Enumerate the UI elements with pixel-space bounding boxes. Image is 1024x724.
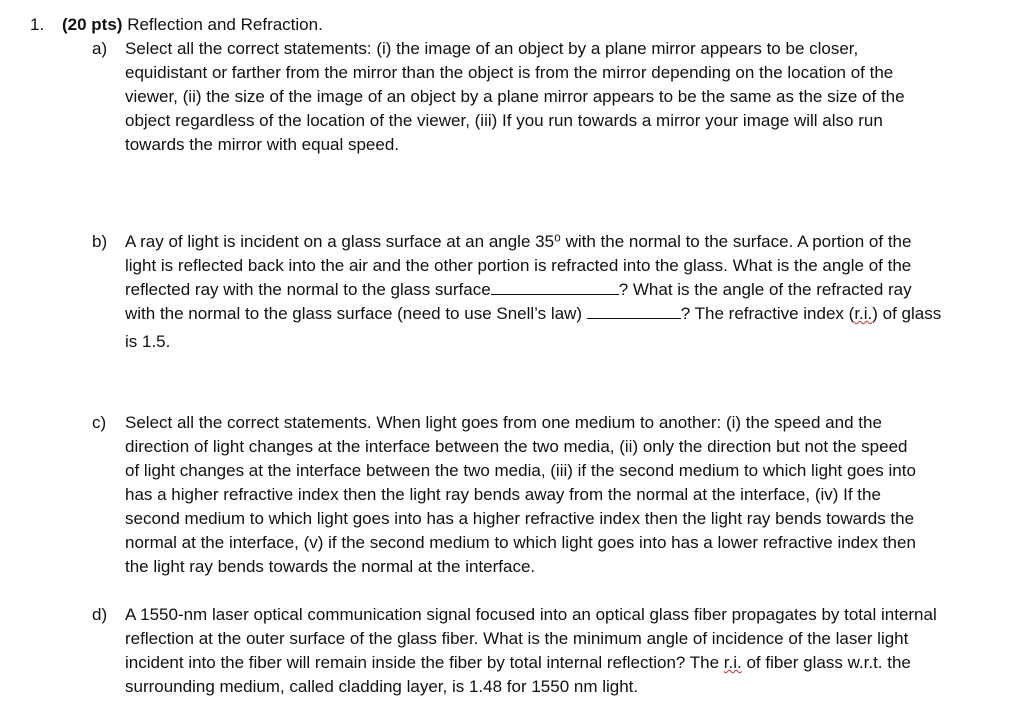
part-c-line: of light changes at the interface between the two media, (iii) if the second medium to which light goes into xyxy=(125,461,916,480)
part-b-label: b) xyxy=(92,232,108,251)
part-d-text xyxy=(125,603,991,699)
spellcheck-marked-abbrev: r.i. xyxy=(723,653,742,672)
part-b-line: light is reflected back into the air and the other portion is refracted into the glass. What is the angle of the xyxy=(125,256,912,275)
answer-blank-refracted-angle[interactable] xyxy=(587,304,681,319)
part-a-line: Select all the correct statements: (i) the image of an object by a plane mirror appears to be closer, xyxy=(125,39,859,58)
part-c-line: direction of light changes at the interface between the two media, (ii) only the direction but not the speed xyxy=(125,437,908,456)
part-d-text-segment: of fiber glass w.r.t. the xyxy=(741,653,911,672)
part-c-line: normal at the interface, (v) if the second medium to which light goes into has a lower refractive index then xyxy=(125,533,916,552)
part-b-text-segment: ? The refractive index ( xyxy=(680,304,855,323)
part-a-line: object regardless of the location of the viewer, (iii) If you run towards a mirror your image will also run xyxy=(125,111,883,130)
part-a-line: viewer, (ii) the size of the image of an object by a plane mirror appears to be the same as the size of the xyxy=(125,87,905,106)
part-b-text-segment: ? What is the angle of the refracted ray xyxy=(618,280,912,299)
part-d-label: d) xyxy=(92,605,108,624)
part-c-label: c) xyxy=(92,413,107,432)
part-c-line: has a higher refractive index then the light ray bends away from the normal at the interface, (iv) If the xyxy=(125,485,881,504)
part-a-line: towards the mirror with equal speed. xyxy=(125,135,400,154)
part-c-line: Select all the correct statements. When light goes from one medium to another: (i) the speed and the xyxy=(125,413,882,432)
part-d-line: reflection at the outer surface of the glass fiber. What is the minimum angle of incidence of the laser light xyxy=(125,629,909,648)
question-heading xyxy=(62,13,323,37)
part-c-line: second medium to which light goes into has a higher refractive index then the light ray bends towards the xyxy=(125,509,915,528)
part-b-text-segment: with the normal to the glass surface (need to use Snell’s law) xyxy=(125,304,587,323)
question-number: 1. xyxy=(30,15,45,34)
part-b-line xyxy=(125,278,991,302)
part-d-line xyxy=(125,651,991,675)
part-d-text-segment: incident into the fiber will remain inside the fiber by total internal reflection? The xyxy=(125,653,724,672)
part-b-line: A ray of light is incident on a glass surface at an angle 35⁰ with the normal to the surface. A portion of the xyxy=(125,232,912,251)
part-a-line: equidistant or farther from the mirror than the object is from the mirror depending on the location of the xyxy=(125,63,894,82)
part-b-line xyxy=(125,302,991,326)
part-c-text xyxy=(125,411,991,579)
part-c-line: the light ray bends towards the normal at the interface. xyxy=(125,557,536,576)
part-b-text-segment: reflected ray with the normal to the glass surface xyxy=(125,280,491,299)
question-title: Reflection and Refraction. xyxy=(127,15,323,34)
part-a-text xyxy=(125,37,991,157)
question-points: (20 pts) xyxy=(62,15,123,34)
part-b-text xyxy=(125,230,991,354)
answer-blank-reflected-angle[interactable] xyxy=(491,280,619,295)
part-b-text-segment: ) of glass xyxy=(872,304,942,323)
part-d-line: surrounding medium, called cladding layer, is 1.48 for 1550 nm light. xyxy=(125,677,639,696)
part-b-line: is 1.5. xyxy=(125,332,171,351)
part-a-label: a) xyxy=(92,39,108,58)
part-d-line: A 1550-nm laser optical communication signal focused into an optical glass fiber propagates by total internal xyxy=(125,605,937,624)
spellcheck-marked-abbrev: r.i. xyxy=(854,304,873,323)
